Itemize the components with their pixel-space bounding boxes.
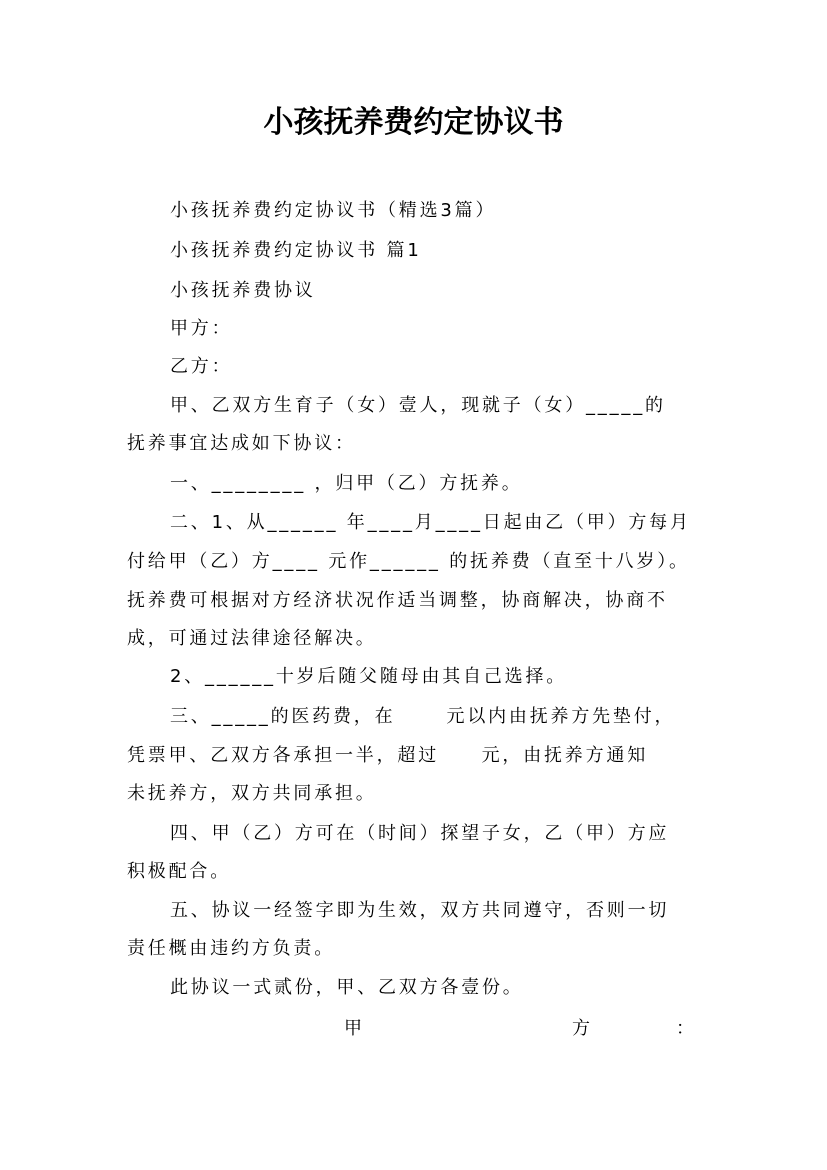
signature-colon: ：	[676, 1018, 694, 1039]
paragraph-intro-line-1: 甲、乙双方生育子（女）壹人，现就子（女）_____的	[170, 395, 666, 416]
clause-3-line-1: 三、_____的医药费，在 元以内由抚养方先垫付，	[170, 706, 676, 727]
clause-2-line-4: 成，可通过法律途径解决。	[127, 628, 377, 649]
clause-5-line-2: 责任概由违约方负责。	[127, 938, 335, 959]
clause-4-line-2: 积极配合。	[127, 861, 231, 882]
copies-statement: 此协议一式贰份，甲、乙双方各壹份。	[170, 977, 524, 998]
party-b-label: 乙方：	[170, 356, 233, 377]
signature-char-2: 方	[572, 1018, 590, 1039]
signature-char-1: 甲	[344, 1018, 362, 1039]
clause-1: 一、________ ，归甲（乙）方抚养。	[170, 473, 523, 494]
clause-3-line-2: 凭票甲、乙双方各承担一半，超过 元，由抚养方通知	[127, 745, 649, 766]
agreement-heading: 小孩抚养费协议	[170, 280, 316, 301]
subtitle-selection: 小孩抚养费约定协议书（精选3篇）	[170, 200, 497, 221]
subtitle-part-1: 小孩抚养费约定协议书 篇1	[170, 240, 422, 261]
clause-5-line-1: 五、协议一经签字即为生效，双方共同遵守，否则一切	[170, 900, 670, 921]
party-a-label: 甲方：	[170, 318, 233, 339]
clause-2-line-2: 付给甲（乙）方____ 元作______ 的抚养费（直至十八岁）。	[127, 551, 690, 572]
clause-2-line-3: 抚养费可根据对方经济状况作适当调整，协商解决，协商不	[127, 590, 668, 611]
paragraph-intro-line-2: 抚养事宜达成如下协议：	[127, 433, 356, 454]
document-title: 小孩抚养费约定协议书	[263, 105, 564, 140]
clause-3-line-3: 未抚养方，双方共同承担。	[127, 783, 377, 804]
clause-2-line-1: 二、1、从______ 年____月____日起由乙（甲）方每月	[170, 512, 691, 533]
clause-2-sub-2: 2、______十岁后随父随母由其自己选择。	[170, 666, 568, 687]
clause-4-line-1: 四、甲（乙）方可在（时间）探望子女，乙（甲）方应	[170, 823, 670, 844]
